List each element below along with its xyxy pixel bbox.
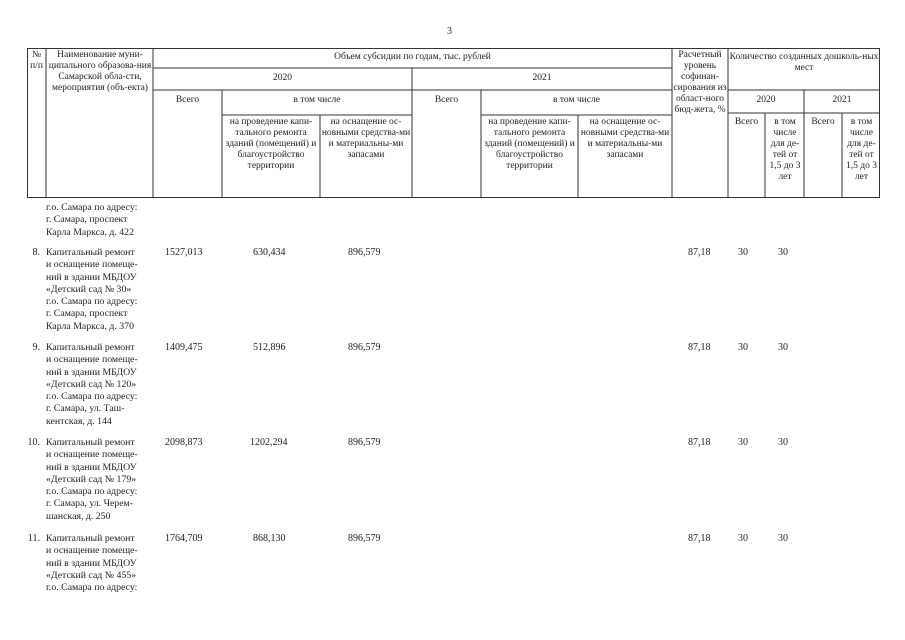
row-places: 30 (738, 342, 748, 353)
row-repair: 1202,294 (250, 437, 288, 448)
row-cofin: 87,18 (688, 247, 711, 258)
row-kids: 30 (778, 437, 788, 448)
cofin-header: Расчетный уровень софинан-сирования из област-ного бюд-жета, % (673, 50, 727, 115)
row-number: 8. (32, 247, 40, 258)
year-2020-header: 2020 (273, 73, 292, 83)
row-kids: 30 (778, 342, 788, 353)
row-name: Капитальный ремонт и оснащение помеще- ний в здании МБДОУ «Детский сад № 30» г.о. Самара по адресу: г. Самара, проспект Карла Маркса, д. 370 (46, 247, 138, 332)
total-2021-header: Всего (434, 95, 459, 105)
row-name: Капитальный ремонт и оснащение помеще- ний в здании МБДОУ «Детский сад № 455» г.о. Самара по адресу: (46, 533, 138, 594)
row-places: 30 (738, 247, 748, 258)
row-places: 30 (738, 533, 748, 544)
places-2021-header: 2021 (832, 95, 852, 105)
col-name-header: Наименование муни-ципального образова-ния Самарской обла-сти, мероприятия (объ-екта) (48, 50, 152, 93)
places-kids-2020-header: в том числе для де-тей от 1,5 до 3 лет (769, 117, 801, 182)
repair-2021-header: на проведение капи-тального ремонта зданий (помещений) и благоустройство территории (484, 117, 575, 171)
row-total: 1527,013 (165, 247, 203, 258)
row-cofin: 87,18 (688, 342, 711, 353)
row-number: 11. (27, 533, 40, 544)
col-no-header: № п/п (30, 50, 43, 71)
equip-2021-header: на оснащение ос-новными средства-ми и материальны-ми запасами (580, 117, 670, 160)
row-equip: 896,579 (348, 533, 381, 544)
equip-2020-header: на оснащение ос-новными средства-ми и материальны-ми запасами (321, 117, 411, 160)
places-total-2020-header: Всего (734, 117, 759, 127)
row-cofin: 87,18 (688, 437, 711, 448)
row-name: Капитальный ремонт и оснащение помеще- ний в здании МБДОУ «Детский сад № 179» г.о. Самара по адресу: г. Самара, ул. Черем- шанская, д. 250 (46, 437, 138, 522)
repair-2020-header: на проведение капи-тального ремонта зданий (помещений) и благоустройство территории (225, 117, 317, 171)
row-repair: 512,896 (253, 342, 286, 353)
row-name: Капитальный ремонт и оснащение помеще- ний в здании МБДОУ «Детский сад № 120» г.о. Самара по адресу: г. Самара, ул. Таш- кентская, д. 144 (46, 342, 138, 427)
places-kids-2021-header: в том числе для де-тей от 1,5 до 3 лет (846, 117, 877, 182)
row-repair: 630,434 (253, 247, 286, 258)
places-total-2021-header: Всего (811, 117, 835, 127)
places-header: Количество созданных дошколь-ных мест (729, 52, 879, 73)
row-total: 1409,475 (165, 342, 203, 353)
row-equip: 896,579 (348, 247, 381, 258)
page-number: 3 (447, 26, 452, 37)
row-places: 30 (738, 437, 748, 448)
continuation-text: г.о. Самара по адресу: г. Самара, проспект Карла Маркса, д. 422 (46, 202, 138, 238)
total-2020-header: Всего (175, 95, 200, 105)
year-2021-header: 2021 (532, 73, 552, 83)
row-total: 2098,873 (165, 437, 203, 448)
row-equip: 896,579 (348, 437, 381, 448)
row-kids: 30 (778, 533, 788, 544)
row-cofin: 87,18 (688, 533, 711, 544)
including-2021-header: в том числе (553, 95, 600, 105)
including-2020-header: в том числе (293, 95, 341, 105)
row-kids: 30 (778, 247, 788, 258)
row-equip: 896,579 (348, 342, 381, 353)
row-total: 1764,709 (165, 533, 203, 544)
row-repair: 868,130 (253, 533, 286, 544)
places-2020-header: 2020 (756, 95, 776, 105)
row-number: 10. (27, 437, 40, 448)
row-number: 9. (32, 342, 40, 353)
table-header (27, 48, 880, 198)
subsidy-header: Объем субсидии по годам, тыс. рублей (334, 52, 491, 62)
